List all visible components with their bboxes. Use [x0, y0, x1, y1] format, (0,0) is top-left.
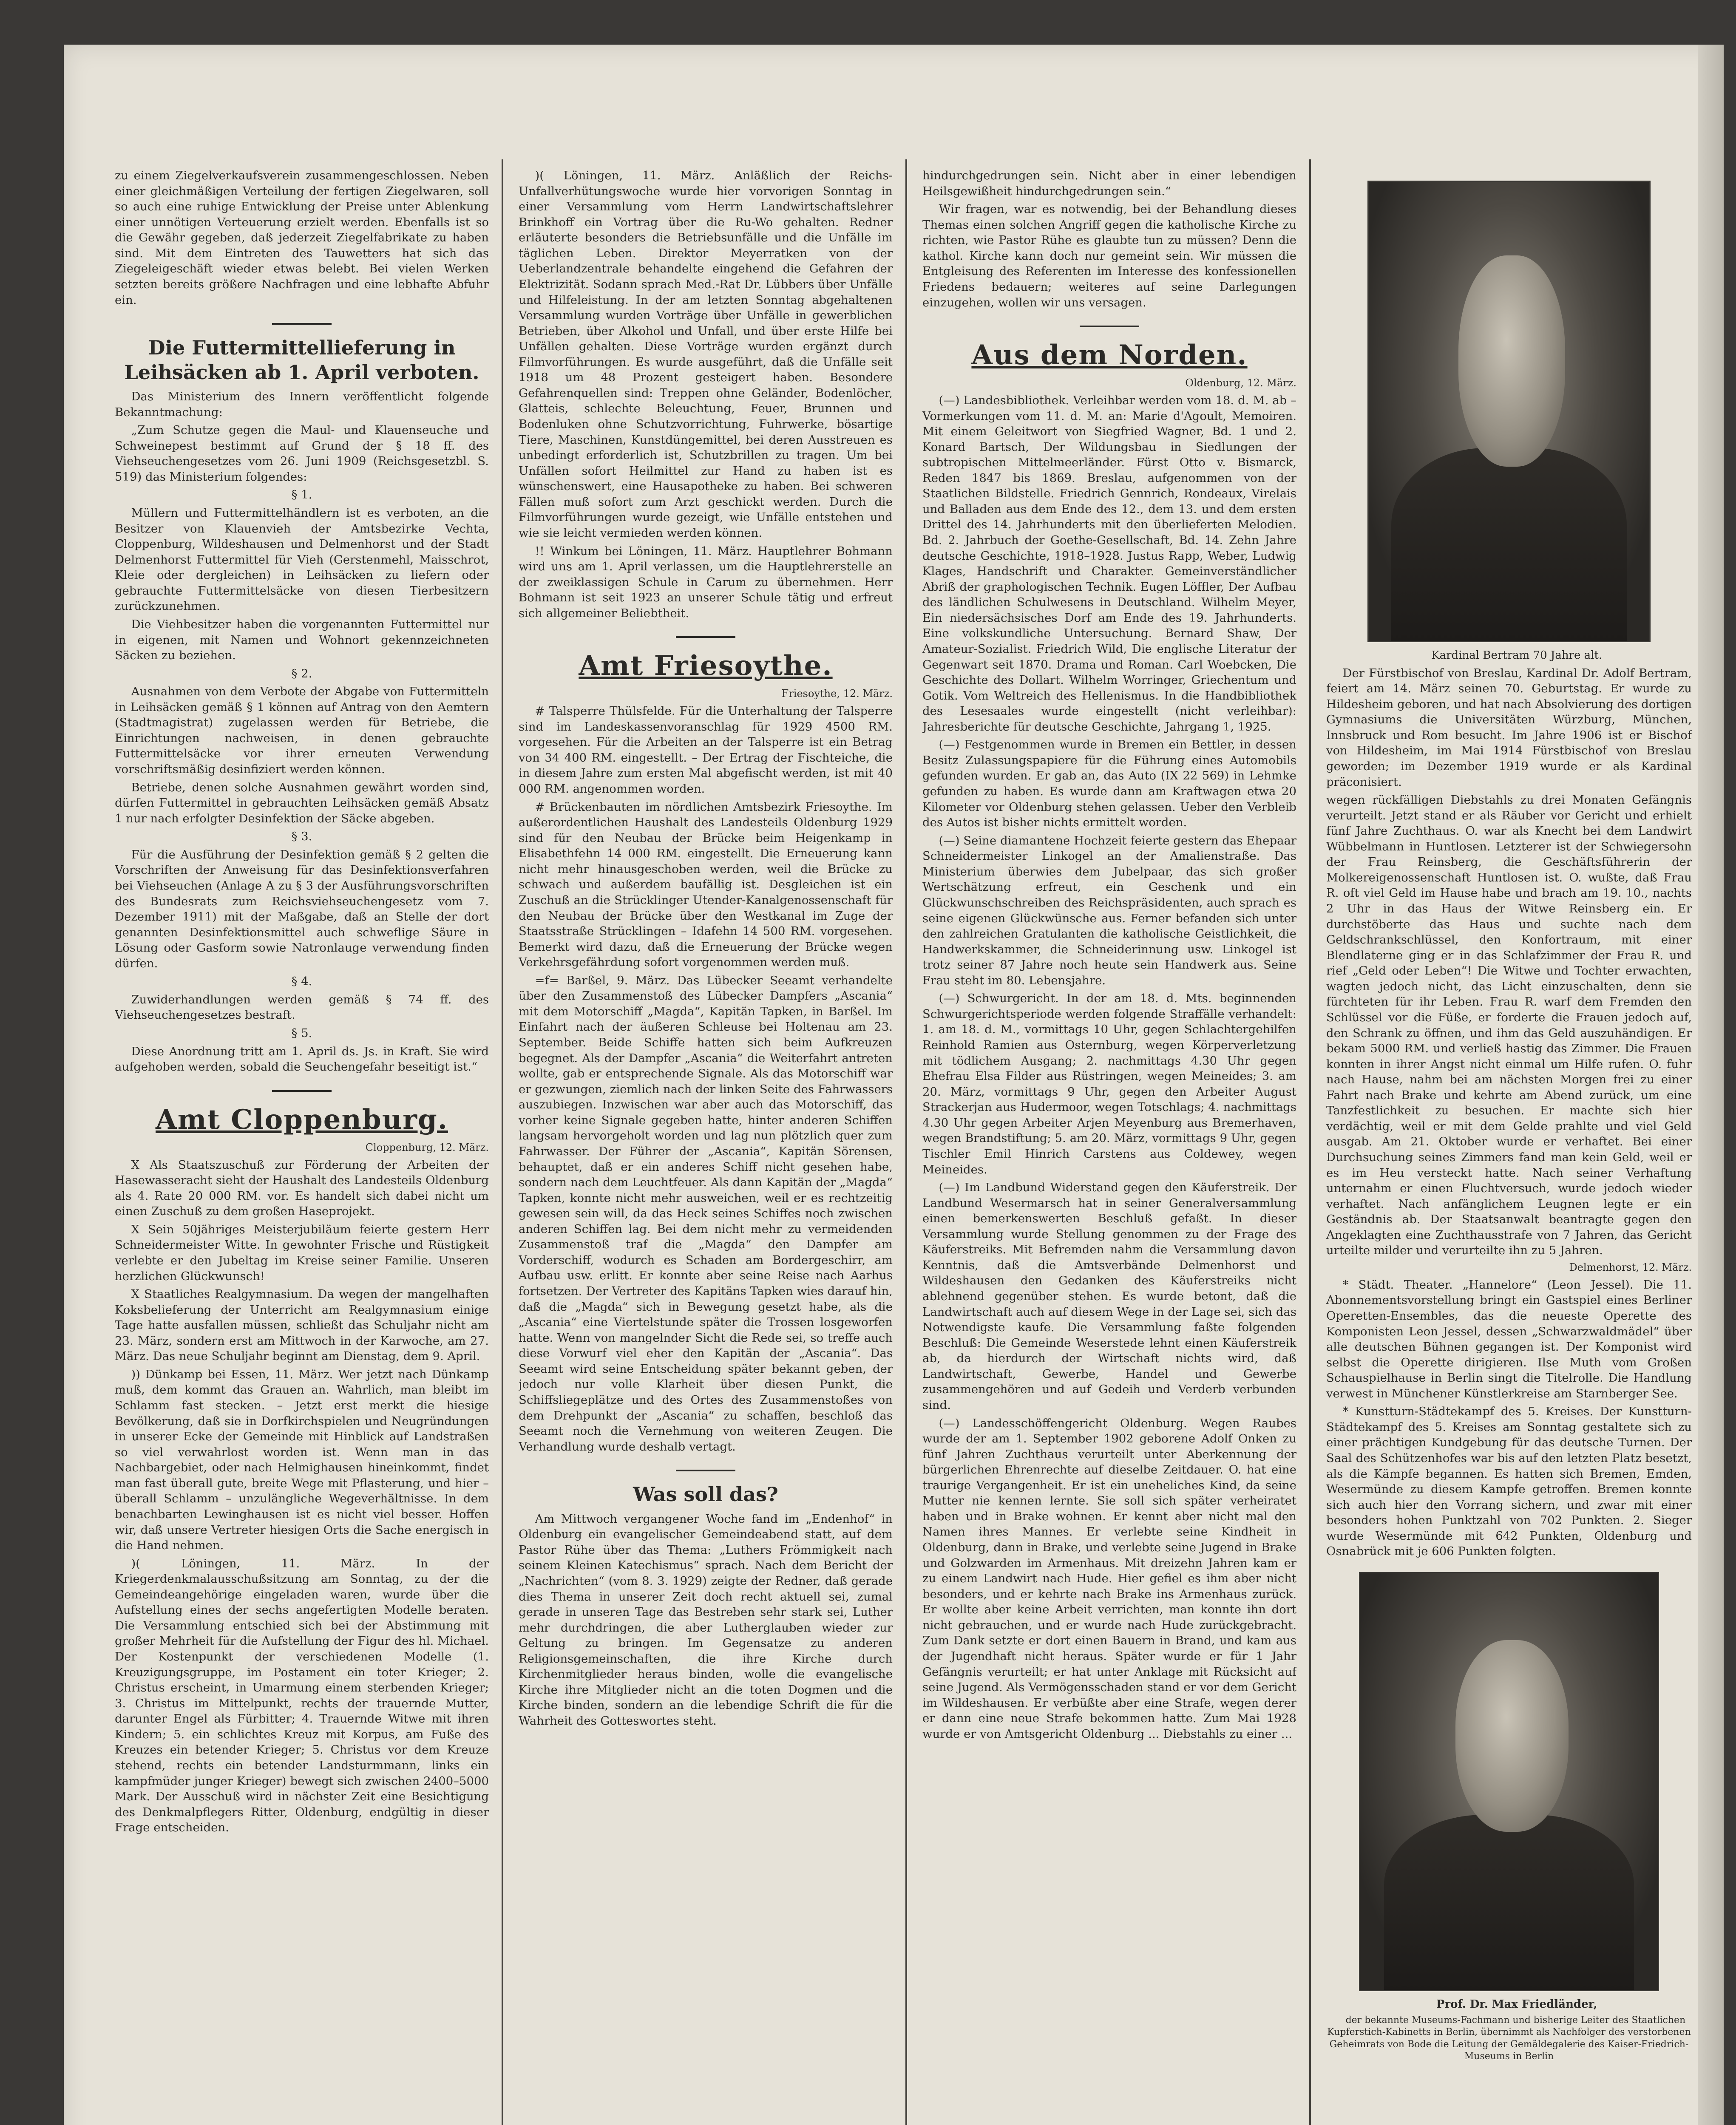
section-divider	[272, 1090, 332, 1092]
article-text: Das Ministerium des Innern veröffentlicht folgende Bekanntmachung:	[115, 390, 489, 419]
photo-figure-face	[1458, 255, 1565, 467]
headline-was-soll-das: Was soll das?	[633, 1483, 778, 1506]
column-rule	[502, 159, 503, 2125]
photo-figure-face	[1455, 1640, 1569, 1832]
article-text: Wir fragen, war es notwendig, bei der Behandlung dieses Themas einen solchen Angriff gegen die katholische Kirche zu richten, wie Pastor Rühe es glaubte tun zu müssen? Denn die kathol. Kirche kann doch nur gemeint sein. Wir müssen die Entgleisung des Referenten im Interesse des konfessionellen Friedens bedauern; weiteres auf seine Darlegungen einzugehen, wollen wir uns versagen.	[922, 202, 1296, 309]
article-text: Für die Ausführung der Desinfektion gemäß § 2 gelten die Vorschriften der Anweisung für das Desinfektionsverfahren bei Viehseuchen (Anlage A zu § 3 der Ausführungsvorschriften des Bundesrats zum Reichsviehseuchengesetz vom 7. Dezember 1911) mit der Maßgabe, daß an Stelle der dort genannten Desinfektionsmittel auch schweflige Säure in Lösung oder Gasform sowie Natronlauge verwendung finden dürfen.	[115, 847, 489, 970]
column-3	[922, 168, 1296, 2125]
paragraph-sign: § 2.	[291, 666, 312, 680]
news-item: !! Winkum bei Löningen, 11. März. Hauptlehrer Bohmann wird uns am 1. April verlassen, um die Hauptlehrerstelle an der zweiklassigen Schule in Carum zu übernehmen. Herr Bohmann ist seit 1923 an unserer Schule tätig und erfreut sich allgemeiner Beliebtheit.	[519, 544, 893, 620]
news-item: )( Löningen, 11. März. In der Kriegerdenkmalausschußsitzung am Sonntag, zu der die Gemeindeangehörige eingeladen waren, wurde über die Aufstellung eines der sechs angefertigten Modelle beraten. Die Versammlung entschied sich bei der Abstimmung mit großer Mehrheit für die Aufstellung der Figur des hl. Michael. Der Kostenpunkt der verschiedenen Modelle (1. Kreuzigungsgruppe, im Postament ein toter Krieger; 2. Christus erscheint, in Umarmung einem sterbenden Krieger; 3. Christus im Mittelpunkt, rechts der trauernde Mutter, darunter Engel als Fürbitter; 4. Trauernde Witwe mit ihren Kindern; 5. ein schlichtes Kreuz mit Korpus, am Fuße des Kreuzes ein betender Krieger; 5. Christus vor dem Kreuze stehend, rechts ein betender Landsturmmann, links ein kampfmüder junger Krieger) bewegt sich zwischen 2400–5000 Mark. Der Ausschuß wird in nächster Zeit eine Besichtigung des Denkmalpflegers Ritter, Oldenburg, endgültig in dieser Frage entscheiden.	[115, 1556, 489, 1835]
dateline: Oldenburg, 12. März.	[1185, 377, 1296, 389]
news-item: (—) Im Landbund Widerstand gegen den Käuferstreik. Der Landbund Wesermarsch hat in seiner Generalversammlung einen bemerkenswerten Beschluß gefaßt. In dieser Versammlung wurde Stellung genommen zu der Frage des Käuferstreiks. Mit Befremden nahm die Versammlung davon Kenntnis, daß die Amtsverbände Delmenhorst und Wildeshausen den Gedanken des Käuferstreiks nicht ablehnend gegenüber stehen. Es wurde betont, daß die Landwirtschaft auch auf diesem Wege in der Lage sei, sich das Notwendigste kaufe. Die Versammlung faßte folgenden Beschluß: Die Gemeinde Weserstede lehnt einen Käuferstreik ab, da hierdurch der Wirtschaft nichts wird, daß Landwirtschaft, Gewerbe, Handel und Gewerbe zusammengehören und auf Gedeih und Verderb verbunden sind.	[922, 1181, 1296, 1412]
news-item: X Als Staatszuschuß zur Förderung der Arbeiten der Hasewasseracht sieht der Haushalt des Landesteils Oldenburg als 4. Rate 20 000 RM. vor. Es handelt sich dabei nicht um einen Zuschuß zu dem großen Haseprojekt.	[115, 1158, 489, 1218]
newspaper-page	[64, 45, 1724, 2125]
photo-subcaption: der bekannte Museums-Fachmann und bisherige Leiter des Staatlichen Kupferstich-Kabinetts in Berlin, übernimmt als Nachfolger des verstorbenen Geheimrats von Bode die Leitung der Gemäldegalerie des Kaiser-Friedrich-Museums in Berlin	[1327, 2014, 1691, 2062]
article-text: hindurchgedrungen sein. Nicht aber in einer lebendigen Heilsgewißheit hindurchgedrungen sein.“	[922, 169, 1296, 198]
headline-amt-friesoythe: Amt Friesoythe.	[579, 650, 833, 682]
article-text: Diese Anordnung tritt am 1. April ds. Js. in Kraft. Sie wird aufgehoben werden, sobald die Seuchengefahr beseitigt ist.“	[115, 1044, 489, 1074]
article-text: Der Fürstbischof von Breslau, Kardinal Dr. Adolf Bertram, feiert am 14. März seinen 70. Geburtstag. Er wurde zu Hildesheim geboren, und hat nach Absolvierung des dortigen Gymnasiums die Universitäten Würzburg, München, Innsbruck und Rom besucht. Im Jahre 1906 ist er Bischof von Hildesheim, im Mai 1914 Fürstbischof von Breslau geworden; im Dezember 1919 wurde er als Kardinal präconisiert.	[1326, 666, 1692, 789]
article-text: Müllern und Futtermittelhändlern ist es verboten, an die Besitzer von Klauenvieh der Amtsbezirke Vechta, Cloppenburg, Wildeshausen und Delmenhorst und der Stadt Delmenhorst Futtermittel für Vieh (Gerstenmehl, Maisschrot, Kleie oder dergleichen) in Leihsäcken zu liefern oder gebrauchte Futtermittelsäcke von diesen Tierbesitzern zurückzunehmen.	[115, 506, 489, 613]
article-text: Zuwiderhandlungen werden gemäß § 74 ff. des Viehseuchengesetzes bestraft.	[115, 992, 489, 1022]
dateline: Friesoythe, 12. März.	[781, 688, 893, 700]
section-divider	[1080, 326, 1139, 327]
news-item: (—) Landesschöffengericht Oldenburg. Wegen Raubes wurde der am 1. September 1902 geborene Adolf Onken zu fünf Jahren Zuchthaus verurteilt unter Aberkennung der bürgerlichen Ehrenrechte auf dieselbe Zeitdauer. O. hat eine traurige Vergangenheit. Er ist ein uneheliches Kind, da seine Mutter nie kennen lernte. Sie soll sich später verheiratet haben und in Brake wohnen. Er kennt aber nicht mal den Namen ihres Mannes. Er verlebte seine Kindheit in Oldenburg, dann in Brake, und verlebte seine Jugend in Brake und Golzwarden im Armenhaus. Mit dreizehn Jahren kam er zu einem Landwirt nach Hude. Hier gefiel es ihm aber nicht besonders, und er kehrte nach Brake ins Armenhaus zurück. Er wollte aber keine Arbeit verrichten, man konnte ihn dort nicht gebrauchen, und er wurde nach Hude zurückgebracht. Zum Dank setzte er dort einen Bauern in Brand, und kam aus der Jugendhaft nicht heraus. Später wurde er für 1 Jahr Gefängnis verurteilt; er hat unter Anklage mit Rücksicht auf seine Jugend. Als Vermögensschaden stand er vor dem Gericht im Wildeshausen. Er verbüßte aber eine Strafe, wegen derer er dann eine neue Strafe bekommen hatte. Zum Mai 1928 wurde er von Amtsgericht Oldenburg ... Diebstahls zu einer ...	[922, 1416, 1296, 1741]
column-2	[519, 168, 893, 2125]
article-text: „Zum Schutze gegen die Maul- und Klauenseuche und Schweinepest bestimmt auf Grund der § 18 ff. des Viehseuchengesetzes vom 26. Juni 1909 (Reichsgesetzbl. S. 519) das Ministerium folgendes:	[115, 423, 489, 484]
news-item: * Städt. Theater. „Hannelore“ (Leon Jessel). Die 11. Abonnementsvorstellung bringt ein Gastspiel eines Berliner Operetten-Ensembles, das die neueste Operette des Komponisten Leon Jessel, dessen „Schwarzwaldmädel“ über alle deutschen Bühnen gegangen ist. Der Komponist wird selbst die Operette dirigieren. Ilse Muth vom Großen Schauspielhause in Berlin singt die Titelrolle. Die Handlung verwest in Münchener Künstlerkreise am Starnberger See.	[1326, 1278, 1692, 1400]
news-item: X Sein 50jähriges Meisterjubiläum feierte gestern Herr Schneidermeister Witte. In gewohnter Frische und Rüstigkeit verlebte er den Jubeltag im Kreise seiner Familie. Unseren herzlichen Glückwunsch!	[115, 1222, 489, 1283]
paragraph-sign: § 1.	[291, 488, 312, 502]
news-item: Am Mittwoch vergangener Woche fand im „Endenhof“ in Oldenburg ein evangelischer Gemeindeabend statt, auf dem Pastor Rühe über das Thema: „Luthers Frömmigkeit nach seinem Kleinen Katechismus“ sprach. Nach dem Bericht der „Nachrichten“ (vom 8. 3. 1929) zeigte der Redner, daß gerade dies Thema in unserer Zeit doch recht aktuell sei, zumal gerade in unseren Tage das Bestreben sehr stark sei, Luther mehr durchdringen, die aber Lutherglauben wieder zur Geltung zu bringen. Im Gegensatze zu anderen Religionsgemeinschaften, die ihre Kirche durch Kirchenmitglieder heraus binden, wolle die evangelische Kirche ihre Mitglieder nicht an die toten Dogmen und die Kirche binden, sondern an die lebendige Schrift die für die Wahrheit des Gotteswortes steht.	[519, 1512, 893, 1728]
article-text: zu einem Ziegelverkaufsverein zusammengeschlossen. Neben einer gleichmäßigen Verteilung der fertigen Ziegelwaren, soll so auch eine ruhige Entwicklung der Preise unter Ablenkung einer unnötigen Verteuerung erzielt werden. Ebenfalls ist so die Gewähr gegeben, daß jederzeit Ziegelfabrikate zu haben sind. Mit dem Eintreten des Tauwetters hat sich das Ziegeleigeschäft wieder etwas belebt. Bei vielen Werken setzten bereits größere Nachfragen und eine lebhafte Abfuhr ein.	[115, 169, 489, 307]
photo-caption: Prof. Dr. Max Friedländer,	[1436, 1998, 1597, 2011]
paragraph-sign: § 3.	[291, 830, 312, 844]
news-item: # Brückenbauten im nördlichen Amtsbezirk Friesoythe. Im außerordentlichen Haushalt des Landesteils Oldenburg 1929 sind für den Neubau der Brücke beim Heigenkamp in Elisabethfehn 14 000 RM. eingestellt. Die Erneuerung kann nicht mehr hinausgeschoben werden, weil die Brücke zu schwach und außerdem baufällig ist. Desgleichen ist ein Zuschuß an die Strücklinger Utender-Kanalgenossenschaft für den Neubau der Brücke über den Westkanal im Zuge der Staatsstraße Strücklingen – Idafehn 14 500 RM. vorgesehen. Bemerkt wird dazu, daß die Erneuerung der Brücke wegen Verkehrsgefährdung sofort vorgenommen werden muß.	[519, 800, 893, 969]
news-item: (—) Landesbibliothek. Verleihbar werden vom 18. d. M. ab – Vormerkungen vom 11. d. M. an: Marie d'Agoult, Memoiren. Mit einem Geleitwort von Siegfried Wagner, Bd. 1 und 2. Konard Bartsch, Der Wildungsbau in Siedlungen der subtropischen Mittelmeerländer. Fürst Otto v. Bismarck, Reden 1847 bis 1869. Breslau, aufgenommen von der Staatlichen Bildstelle. Friedrich Gennrich, Rondeaux, Virelais und Balladen aus dem Ende des 12., dem 13. und dem ersten Drittel des 14. Jahrhunderts mit den überlieferten Melodien. Bd. 2. Jahrbuch der Goethe-Gesellschaft, Bd. 14. Zehn Jahre deutsche Geschichte, 1918–1928. Justus Rapp, Weber, Ludwig Klages, Handschrift und Charakter. Gemeinverständlicher Abriß der graphologischen Technik. Eugen Löffler, Der Aufbau des ländlichen Schulwesens in Deutschland. Wilhelm Meyer, Ein niedersächsisches Dorf am Ende des 19. Jahrhunderts. Eine volkskundliche Untersuchung. Bernard Shaw, Der Amateur-Sozialist. Friedrich Wild, Die englische Literatur der Gegenwart seit 1870. Drama und Roman. Carl Woebcken, Die Geschichte des Dollart. Wilhelm Worringer, Griechentum und Gotik. Vom Weltreich des Hellenismus. In die Handbibliothek des Lesesaales wurde eingestellt (nicht verleihbar): Jahresberichte für deutsche Geschichte, Jahrgang 1, 1925.	[922, 393, 1296, 734]
dateline: Cloppenburg, 12. März.	[365, 1141, 489, 1153]
article-text: Betriebe, denen solche Ausnahmen gewährt worden sind, dürfen Futtermittel in gebrauchten Leihsäcken gemäß Absatz 1 nur nach erfolgter Desinfektion der Säcke abgeben.	[115, 780, 489, 825]
photo-caption: Kardinal Bertram 70 Jahre alt.	[1431, 649, 1603, 662]
portrait-photo-bertram	[1367, 181, 1651, 642]
headline-amt-cloppenburg: Amt Cloppenburg.	[156, 1103, 448, 1136]
paragraph-sign: § 4.	[291, 975, 312, 989]
news-item: X Staatliches Realgymnasium. Da wegen der mangelhaften Koksbelieferung der Unterricht am Realgymnasium einige Tage hatte ausfallen müssen, schließt das Schuljahr nicht am 23. März, sondern erst am Mittwoch in der Karwoche, am 27. März. Das neue Schuljahr beginnt am Dienstag, dem 9. April.	[115, 1287, 489, 1363]
section-divider	[676, 636, 735, 638]
news-item: =f= Barßel, 9. März. Das Lübecker Seeamt verhandelte über den Zusammenstoß des Lübecker Dampfers „Ascania“ mit dem Motorschiff „Magda“, Kapitän Tapken, in Barßel. Im Einfahrt nach der äußeren Schleuse bei Holtenau am 23. September. Beide Schiffe hatten sich beim Aufkreuzen begegnet. Als der Dampfer „Ascania“ die Weiterfahrt antreten wollte, gab er entsprechende Signale. Als das Motorschiff war er gezwungen, ziemlich nach der linken Seite des Fahrwassers auszubiegen. Inzwischen war aber auch das Motorschiff, das vorher keine Signale gegeben hatte, hinter anderen Schiffen langsam hervorgeholt worden und lag nun plötzlich quer zum Fahrwasser. Der Führer der „Ascania“, Kapitän Sörensen, behauptet, daß er ein anderes Schiff nicht gesehen habe, sondern nach dem Leuchtfeuer. Als dann Kapitän der „Magda“ Tapken, konnte nicht mehr ausweichen, weil er es rechtzeitig gewesen sein will, da das Heck seines Schiffes noch zwischen anderen Schiffen lag. Bei dem nicht mehr zu vermeidenden Zusammenstoß traf die „Magda“ den Dampfer am Vorderschiff, wodurch es Schaden am Bordergeschirr, am Aufbau usw. erlitt. Er konnte aber seine Reise nach Aarhus fortsetzen. Der Vertreter des Kapitäns Tapken wies darauf hin, daß die „Magda“ sich in Bewegung gesetzt habe, als die „Ascania“ eine Viertelstunde später die Trossen losgeworfen hatte. Wenn von mangelnder Sicht die Rede sei, so treffe auch diese Vorwurf viel eher den Kapitän der „Ascania“. Das Seeamt wird seine Entscheidung später bekannt geben, der jedoch nur volle Klarheit über diesen Punkt, die Schiffsliegeplätze und des Ortes des Zusammenstoßes von dem Drehpunkt der „Ascania“ zu schaffen, beschloß das Seeamt noch die Vernehmung von weiteren Zeugen. Die Verhandlung wurde deshalb vertagt.	[519, 973, 893, 1454]
column-rule	[1309, 159, 1311, 2125]
section-divider	[676, 1470, 735, 1471]
news-item: (—) Festgenommen wurde in Bremen ein Bettler, in dessen Besitz Zulassungspapiere für die Führung eines Automobils gefunden wurden. Er gab an, das Auto (IX 22 569) in Lehmke gefunden zu haben. Es wurde dann am Kraftwagen etwa 20 Kilometer vor Oldenburg stehen gelassen. Ueber den Verbleib des Autos ist bisher nichts ermittelt worden.	[922, 738, 1296, 830]
article-text: Die Viehbesitzer haben die vorgenannten Futtermittel nur in eigenen, mit Namen und Wohnort gekennzeichneten Säcken zu beziehen.	[115, 617, 489, 663]
portrait-photo-friedlaender	[1359, 1572, 1659, 1991]
photo-figure-body	[1384, 1815, 1634, 1990]
news-item: )( Löningen, 11. März. Anläßlich der Reichs-Unfallverhütungswoche wurde hier vorvorigen Sonntag in einer Versammlung vom Herrn Landwirtschaftslehrer Brinkhoff ein Vortrag über die Ru-Wo gehalten. Redner erläuterte besonders die Betriebsunfälle und die Unfälle im täglichen Leben. Direktor Meyerratken von der Ueberlandzentrale behandelte eingehend die Gefahren der Elektrizität. Sodann sprach Med.-Rat Dr. Lübbers über Unfälle und Hilfeleistung. In der am letzten Sonntag abgehaltenen Versammlung wurden Vorträge über Unfälle in gewerblichen Betrieben, über Alkohol und Unfall, und über erste Hilfe bei Unfällen gehalten. Diese Vorträge wurden ergänzt durch Filmvorführungen. Es wurde ausgeführt, daß die Unfälle seit 1918 um 48 Prozent gesteigert haben. Besondere Gefahrenquellen sind: Treppen ohne Geländer, Bodenlöcher, Glatteis, schlechte Beleuchtung, Feuer, Brunnen und Bodenluken ohne Schutzvorrichtung, Fuhrwerke, bösartige Tiere, Maschinen, Kunstdüngemittel, bei deren Ausstreuen es unbedingt erforderlich ist, Schutzbrillen zu tragen. Um bei Unfällen sofort Heilmittel zur Hand zu haben ist es wünschenswert, eine Hausapotheke zu haben. Bei schweren Fällen muß sofort zum Arzt geschickt werden. Durch die Filmvorführungen wurde gezeigt, wie Unfälle entstehen und wie sie leicht vermieden werden können.	[519, 169, 893, 540]
news-item: * Kunstturn-Städtekampf des 5. Kreises. Der Kunstturn-Städtekampf des 5. Kreises am Sonntag gestaltete sich zu einer prächtigen Kundgebung für das deutsche Turnen. Der Saal des Schützenhofes war bis auf den letzten Platz besetzt, als die Kämpfe begannen. Es hatten sich Bremen, Emden, Wesermünde zu diesem Kampfe getroffen. Bremen konnte sich auch hier den Vorrang sichern, und zwar mit einer besonders hohen Punktzahl von 702 Punkten. 2. Sieger wurde Wesermünde mit 642 Punkten, Oldenburg und Osnabrück mit je 606 Punkten folgten.	[1326, 1405, 1692, 1558]
news-item: (—) Seine diamantene Hochzeit feierte gestern das Ehepaar Schneidermeister Linkogel an der Amalienstraße. Das Ministerium überwies dem Jubelpaar, das sich großer Wertschätzung erfreut, ein Geschenk und ein Glückwunschschreiben des Reichspräsidenten, auch sprach es seine eigenen Glückwünsche aus. Ferner befanden sich unter den zahlreichen Gratulanten die katholische Geistlichkeit, die Handwerkskammer, die Schneiderinnung usw. Linkogel ist trotz seiner 87 Jahre noch heute sein Handwerk aus. Seine Frau steht im 80. Lebensjahre.	[922, 833, 1296, 987]
article-text: Ausnahmen von dem Verbote der Abgabe von Futtermitteln in Leihsäcken gemäß § 1 können auf Antrag von den Aemtern (Stadtmagistrat) zugelassen werden für Betriebe, die Einrichtungen nachweisen, in denen gebrauchte Futtermittelsäcke vor ihrer erneuten Verwendung vorschriftsmäßig desinfiziert werden können.	[115, 685, 489, 776]
article-text: wegen rückfälligen Diebstahls zu drei Monaten Gefängnis verurteilt. Jetzt stand er als Räuber vor Gericht und erhielt fünf Jahre Zuchthaus. O. war als Knecht bei dem Landwirt Wübbelmann in Huntlosen. Letzterer ist der Schwiegersohn der Frau Reinsberg, die Geschäftsführerin der Molkereigenossenschaft Huntlosen ist. O. wußte, daß Frau R. oft viel Geld im Hause habe und brach am 19. 10., nachts 2 Uhr in das Haus der Witwe Reinsberg ein. Er durchstöberte das Haus und suchte nach dem Geldschrankschlüssel, den Konfortraum, mit einer Blendlaterne ging er in das Schlafzimmer der Frau R. und rief „Geld oder Leben“! Die Witwe und Tochter erwachten, wagten jedoch nicht, das Licht einzuschalten, denn sie fürchteten für ihr Leben. Frau R. warf dem Fremden den Schlüssel vor die Füße, er forderte die Frauen jedoch auf, den Schrank zu öffnen, und ihm das Geld auszuhändigen. Er bekam 5000 RM. und verließ hastig das Zimmer. Die Frauen konnten in ihrer Angst nicht einmal um Hilfe rufen. O. fuhr nach Hause, nahm bei am nächsten Morgen frei zu einer Fahrt nach Brake und kehrte am Abend zurück, um eine Tanzfestlichkeit zu besuchen. Er machte sich hier verdächtig, weil er mit dem Gelde prahlte und viel Geld ausgab. Am 21. Oktober wurde er verhaftet. Bei einer Durchsuchung seines Zimmers fand man kein Geld, weil er es im Heu versteckt hatte. Nach seiner Verhaftung unternahm er einen Fluchtversuch, wurde jedoch wieder verhaftet. Nach anfänglichem Leugnen legte er ein Geständnis ab. Der Staatsanwalt beantragte gegen den Angeklagten eine Zuchthausstrafe von 7 Jahren, das Gericht urteilte milder und verurteilte ihn zu 5 Jahren.	[1326, 793, 1692, 1258]
dateline: Delmenhorst, 12. März.	[1569, 1261, 1692, 1273]
column-4	[1326, 168, 1692, 2125]
column-1	[115, 168, 489, 2125]
paragraph-sign: § 5.	[291, 1026, 312, 1040]
headline-aus-dem-norden: Aus dem Norden.	[971, 339, 1248, 371]
section-divider	[272, 323, 332, 325]
news-item: (—) Schwurgericht. In der am 18. d. Mts. beginnenden Schwurgerichtsperiode werden folgende Straffälle verhandelt: 1. am 18. d. M., vormittags 10 Uhr, gegen Schlachtergehilfen Reinhold Ramien aus Osternburg, wegen Körperverletzung mit tödlichem Ausgang; 2. nachmittags 4.30 Uhr gegen Ehefrau Elsa Filder aus Rüstringen, wegen Meineides; 3. am 20. März, vormittags 9 Uhr, gegen den Arbeiter August Strackerjan aus Hudermoor, wegen Totschlags; 4. nachmittags 4.30 Uhr gegen Arbeiter Arjen Meyenburg aus Bremerhaven, wegen Brandstiftung; 5. am 20. März, vormittags 9 Uhr, gegen Tischler Emil Hinrich Carstens aus Coldewey, wegen Meineides.	[922, 992, 1296, 1176]
page-edge	[1698, 45, 1724, 2125]
news-item: # Talsperre Thülsfelde. Für die Unterhaltung der Talsperre sind im Landeskassenvoranschlag für 1929 4500 RM. vorgesehen. Für die Arbeiten an der Talsperre ist ein Betrag von 34 400 RM. eingestellt. – Der Ertrag der Fischteiche, die in diesem Jahre zum ersten Mal abgefischt werden, ist mit 40 000 RM. angenommen worden.	[519, 704, 893, 796]
column-rule	[905, 159, 907, 2125]
news-item: )) Dünkamp bei Essen, 11. März. Wer jetzt nach Dünkamp muß, dem kommt das Grauen an. Wahrlich, man bleibt im Schlamm fast stecken. – Jetzt erst merkt die hiesige Bevölkerung, daß sie in Dorfkirchspielen und Neugründungen in unserer Ecke der Gemeinde mit Hinblick auf Landstraßen so viel verwahrlost worden ist. Wenn man in das Nachbargebiet, oder nach Helmighausen hineinkommt, findet man fast überall gute, breite Wege mit Pflasterung, und hier – überall Schlamm – unzulängliche Wegeverhältnisse. In dem benachbarten Lewinghausen ist es nicht viel besser. Hoffen wir, daß unsere Vertreter hiesigen Orts die Sache energisch in die Hand nehmen.	[115, 1367, 489, 1553]
photo-figure-body	[1391, 448, 1627, 641]
headline-futtermittel: Die Futtermittellieferung in Leihsäcken ab 1. April verboten.	[124, 336, 479, 384]
